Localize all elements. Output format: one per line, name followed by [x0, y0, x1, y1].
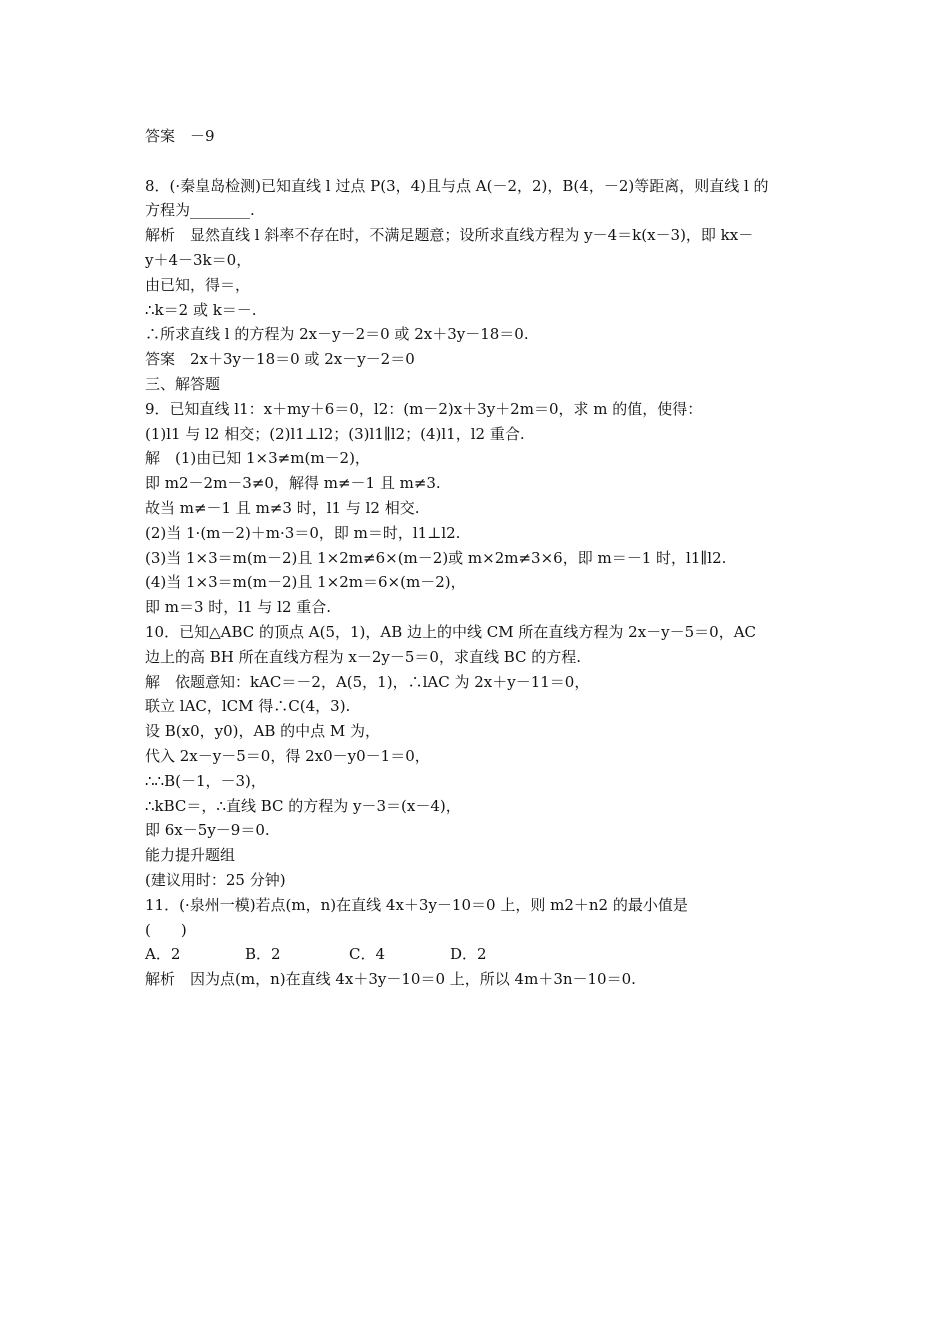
solution-10-line-4: 代入 2x－y－5＝0，得 2x0－y0－1＝0，	[145, 746, 430, 765]
answer-line-8: 答案 2x＋3y－18＝0 或 2x－y－2＝0	[145, 350, 415, 369]
solution-9-line-4: (2)当 1·(m－2)＋m·3＝0，即 m＝时，l1⊥l2.	[145, 523, 461, 542]
question-8-line-2: 方程为________.	[145, 201, 255, 220]
analysis-11-line-1: 解析 因为点(m，n)在直线 4x＋3y－10＝0 上，所以 4m＋3n－10＝0.	[145, 970, 636, 989]
solution-9-line-6: (4)当 1×3＝m(m－2)且 1×2m＝6×(m－2)，	[145, 573, 466, 592]
answer-line-7: 答案 －9	[145, 127, 215, 145]
analysis-8-line-3: 由已知，得＝，	[145, 275, 251, 294]
analysis-8-line-5: ∴所求直线 l 的方程为 2x－y－2＝0 或 2x＋3y－18＝0.	[145, 325, 529, 344]
solution-9-line-7: 即 m＝3 时，l1 与 l2 重合.	[145, 598, 332, 617]
question-11-options	[145, 942, 810, 967]
section-heading: 三、解答题	[145, 374, 221, 393]
solution-10-line-3: 设 B(x0，y0)，AB 的中点 M 为，	[145, 722, 381, 741]
question-9-line-1: 9．已知直线 l1：x＋my＋6＝0，l2：(m－2)x＋3y＋2m＝0，求 m 的值，使得：	[145, 399, 703, 418]
solution-10-line-6: ∴kBC＝，∴直线 BC 的方程为 y－3＝(x－4)，	[145, 796, 461, 815]
solution-9-line-1: 解 (1)由已知 1×3≠m(m－2)，	[145, 449, 370, 468]
group-heading: 能力提升题组	[145, 846, 236, 865]
document-body	[145, 124, 810, 992]
solution-9-line-3: 故当 m≠－1 且 m≠3 时，l1 与 l2 相交.	[145, 498, 420, 517]
option-c: C．4	[349, 945, 386, 964]
solution-10-line-1: 解 依题意知：kAC＝－2，A(5，1)，∴lAC 为 2x＋y－11＝0，	[145, 672, 590, 691]
question-11-line-1: 11．(·泉州一模)若点(m，n)在直线 4x＋3y－10＝0 上，则 m2＋n2 的最小值是	[145, 895, 688, 914]
solution-10-line-2: 联立 lAC，lCM 得∴C(4，3).	[145, 697, 351, 716]
solution-9-line-5: (3)当 1×3＝m(m－2)且 1×2m≠6×(m－2)或 m×2m≠3×6，即 m＝－1 时，l1∥l2.	[145, 548, 727, 567]
analysis-8-line-4: ∴k＝2 或 k＝－.	[145, 300, 257, 319]
question-9-line-2: (1)l1 与 l2 相交；(2)l1⊥l2；(3)l1∥l2；(4)l1，l2 重合.	[145, 424, 525, 443]
question-10-line-2: 边上的高 BH 所在直线方程为 x－2y－5＝0，求直线 BC 的方程.	[145, 647, 582, 666]
analysis-8-line-2: y＋4－3k＝0，	[145, 250, 252, 269]
analysis-8-line-1: 解析 显然直线 l 斜率不存在时，不满足题意；设所求直线方程为 y－4＝k(x－3)，即 kx－	[145, 226, 754, 245]
option-b: B．2	[245, 945, 281, 964]
suggested-time: (建议用时：25 分钟)	[145, 870, 286, 889]
option-a: A．2	[145, 945, 181, 964]
question-10-line-1: 10．已知△ABC 的顶点 A(5，1)，AB 边上的中线 CM 所在直线方程为 2x－y－5＝0，AC	[145, 622, 757, 641]
option-d: D．2	[450, 945, 487, 964]
solution-9-line-2: 即 m2－2m－3≠0，解得 m≠－1 且 m≠3.	[145, 474, 441, 493]
question-8-line-1: 8．(·秦皇岛检测)已知直线 l 过点 P(3，4)且与点 A(－2，2)，B(4，－2)等距离，则直线 l 的	[145, 176, 769, 195]
solution-10-line-7: 即 6x－5y－9＝0.	[145, 821, 270, 840]
solution-10-line-5: ∴∴B(－1，－3)，	[145, 771, 266, 790]
question-11-blank: ( )	[145, 920, 187, 939]
blank-gap	[145, 149, 810, 174]
